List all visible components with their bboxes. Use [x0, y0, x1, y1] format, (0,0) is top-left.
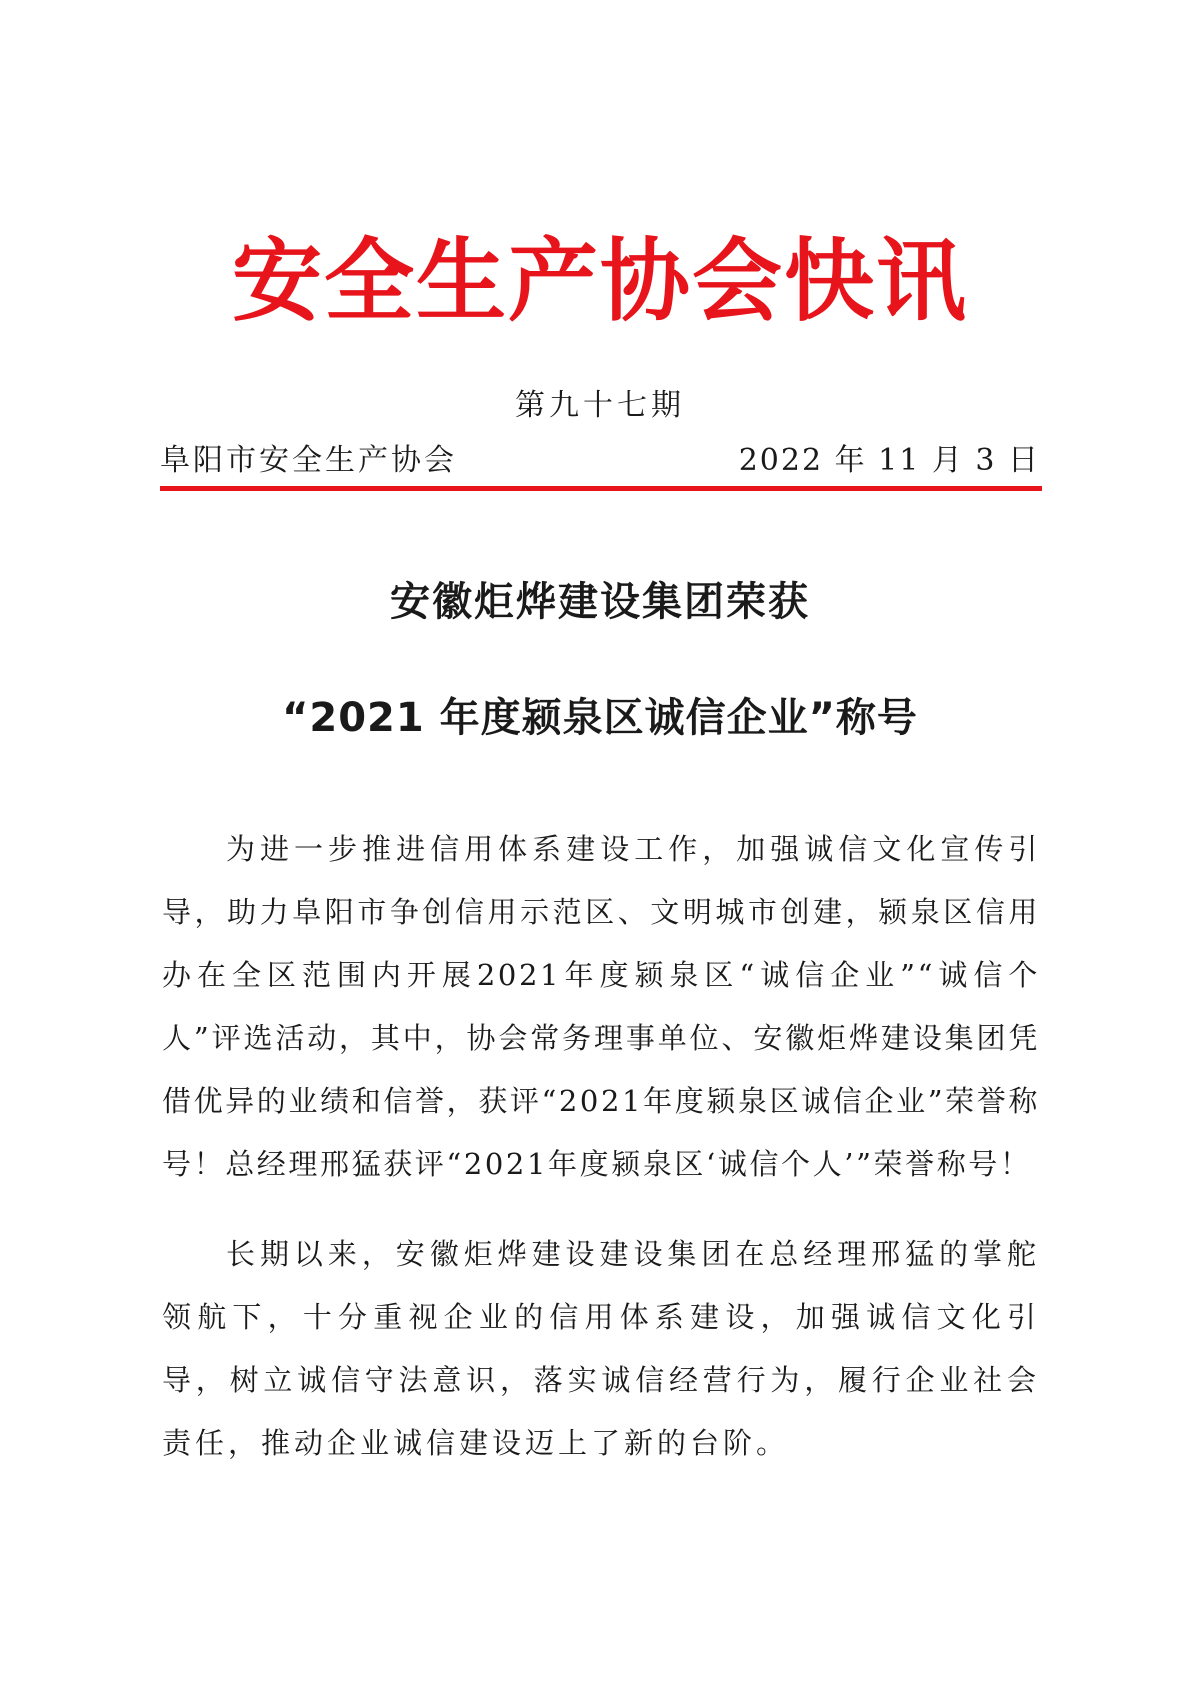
issue-number: 第九十七期 [515, 388, 685, 423]
red-divider-rule [160, 486, 1042, 491]
bulletin-meta-row [160, 441, 1040, 481]
bulletin-masthead: 安全生产协会快讯 [232, 229, 968, 334]
publish-date: 2022 年 11 月 3 日 [738, 443, 1040, 478]
article-paragraph-2: 长期以来，安徽炬烨建设建设集团在总经理邢猛的掌舵领航下，十分重视企业的信用体系建设，加强诚信文化引导，树立诚信守法意识，落实诚信经营行为，履行企业社会责任，推动企业诚信建设迈上了新的台阶。 [162, 1237, 1040, 1460]
publisher-name: 阜阳市安全生产协会 [160, 443, 457, 478]
article-paragraph-1: 为进一步推进信用体系建设工作，加强诚信文化宣传引导，助力阜阳市争创信用示范区、文明城市创建，颍泉区信用办在全区范围内开展2021年度颍泉区“诚信企业”“诚信个人”评选活动，其中，协会常务理事单位、安徽炬烨建设集团凭借优异的业绩和信誉，获评“2021年度颍泉区诚信企业”荣誉称号！总经理邢猛获评“2021年度颍泉区‘诚信个人’”荣誉称号！ [162, 832, 1040, 1181]
article-title-line-1: 安徽炬烨建设集团荣获 [390, 579, 810, 625]
article-title-line-2: “2021 年度颍泉区诚信企业”称号 [282, 695, 918, 741]
